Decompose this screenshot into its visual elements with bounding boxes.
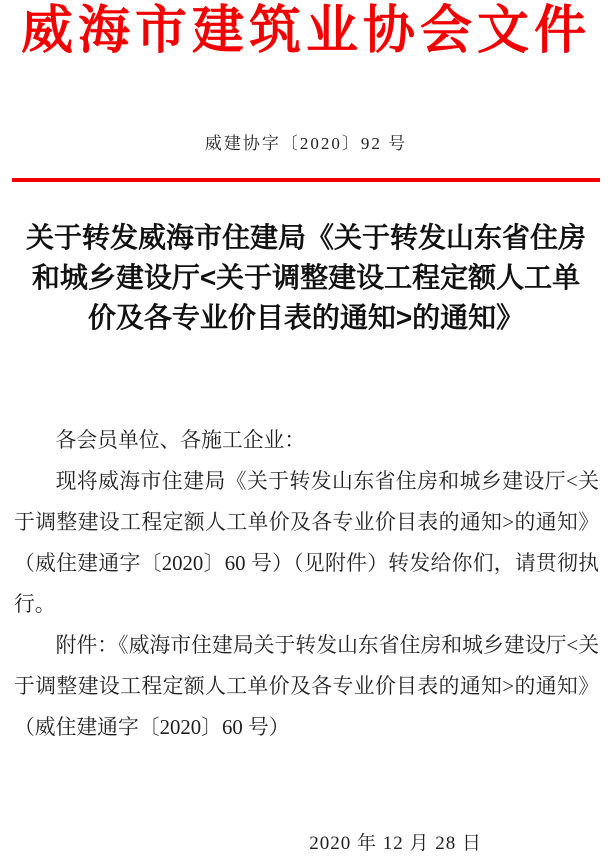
document-title-line: 关于转发威海市住建局《关于转发山东省住房 <box>25 222 586 253</box>
document-title-line: 价及各专业价目表的通知>的通知》 <box>87 302 525 333</box>
issue-date: 2020 年 12 月 28 日 <box>309 833 482 854</box>
document-title <box>8 218 604 338</box>
body-paragraph: 附件：《威海市住建局关于转发山东省住房和城乡建设厅<关于调整建设工程定额人工单价及各专业价目表的通知>的通知》（威住建通字〔2020〕60 号） <box>14 634 599 739</box>
document-number: 威建协字〔2020〕92 号 <box>204 134 408 153</box>
body-paragraph: 现将威海市住建局《关于转发山东省住房和城乡建设厅<关于调整建设工程定额人工单价及各专业价目表的通知>的通知》（威住建通字〔2020〕60 号）（见附件）转发给你们，请贯彻执行。 <box>14 470 599 616</box>
document-title-line: 和城乡建设厅<关于调整建设工程定额人工单 <box>31 262 581 293</box>
red-divider-line <box>12 178 600 182</box>
document-body <box>14 420 599 748</box>
salutation: 各会员单位、各施工企业： <box>55 429 306 452</box>
masthead-title: 威海市建筑业协会文件 <box>20 3 591 60</box>
